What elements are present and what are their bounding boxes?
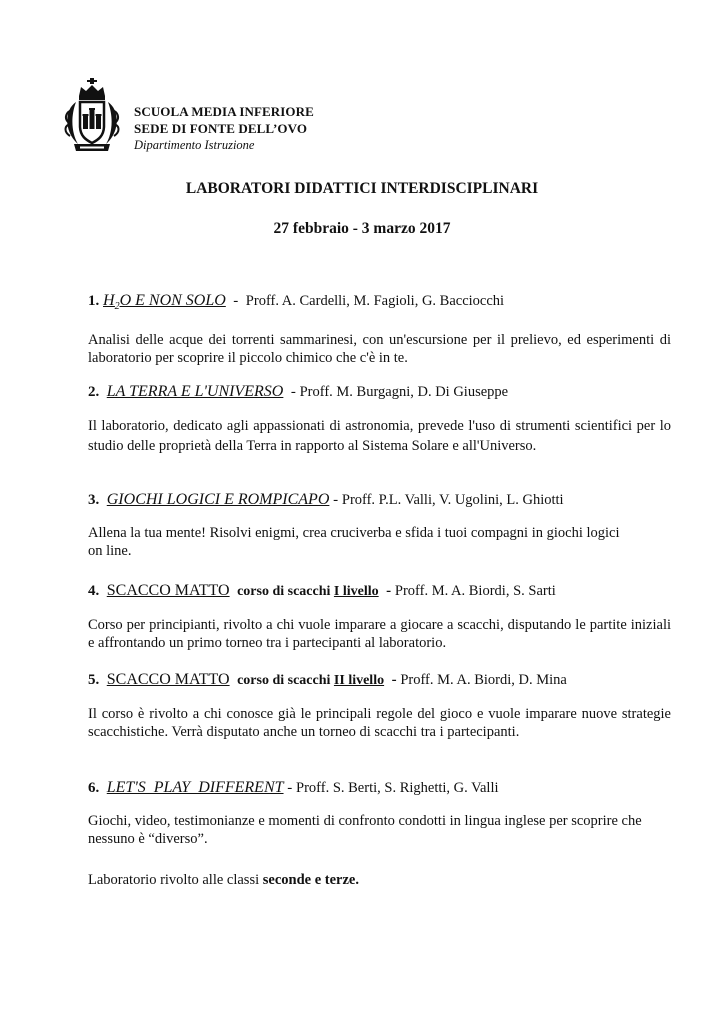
document-title: LABORATORI DIDATTICI INTERDISCIPLINARI xyxy=(185,180,539,197)
lab-item-3 xyxy=(88,490,671,560)
lab-separator: - xyxy=(233,293,239,309)
document-dates: 27 febbraio - 3 marzo 2017 xyxy=(273,220,451,237)
lab-heading xyxy=(88,670,671,691)
lab-number: 2. xyxy=(88,384,100,400)
lab-teachers: Proff. S. Berti, S. Righetti, G. Valli xyxy=(296,780,499,796)
lab-description: Il corso è rivolto a chi conosce già le principali regole del gioco e vuole imparare nuove strategie scacchistiche. Verrà disputato anche un torneo di scacchi tra i partecipanti. xyxy=(88,706,671,740)
lab-number: 5. xyxy=(88,672,100,688)
lab-number: 6. xyxy=(88,780,100,796)
lab-teachers: Proff. P.L. Valli, V. Ugolini, L. Ghiotti xyxy=(341,492,564,508)
lab-description: Analisi delle acque dei torrenti sammarinesi, con un'escursione per il prelievo, ed esperimenti di laboratorio per scoprire il piccolo chimico che c'è in te. xyxy=(88,332,671,367)
letterhead xyxy=(62,76,314,156)
lab-item-1 xyxy=(88,291,671,367)
lab-heading xyxy=(88,291,671,317)
lab-teachers: Proff. M. A. Biordi, S. Sarti xyxy=(394,583,556,599)
lab-name: SCACCO MATTO xyxy=(106,582,230,599)
lab-number: 1. xyxy=(88,293,100,309)
lab-number: 4. xyxy=(88,583,100,599)
lab-name: LET'S PLAY DIFFERENT xyxy=(106,779,284,796)
target-classes-bold: seconde e terze. xyxy=(262,872,359,888)
lab-description: Giochi, video, testimonianze e momenti di confronto condotti in lingua inglese per scoprire che nessuno è “diverso”. xyxy=(88,813,642,847)
lab-description: Allena la tua mente! Risolvi enigmi, crea cruciverba e sfida i tuoi compagni in giochi logici on line. xyxy=(88,525,620,559)
lab-heading xyxy=(88,382,671,402)
lab-separator: - xyxy=(333,492,339,508)
lab-number: 3. xyxy=(88,492,100,508)
lab-name: SCACCO MATTO xyxy=(106,671,230,688)
school-name-line-1: SCUOLA MEDIA INFERIORE xyxy=(134,104,314,119)
school-name-block xyxy=(134,76,314,154)
lab-course-level: corso di scacchi II livello xyxy=(237,673,385,688)
coat-of-arms-logo xyxy=(62,76,122,156)
lab-description: Corso per principianti, rivolto a chi vuole imparare a giocare a scacchi, disputando le partite iniziali e affrontando un primo torneo tra i partecipanti al laboratorio. xyxy=(88,617,671,651)
lab-name: LA TERRA E L'UNIVERSO xyxy=(106,383,284,400)
lab-heading xyxy=(88,778,671,798)
lab-heading xyxy=(88,581,671,602)
target-classes-text: Laboratorio rivolto alle classi xyxy=(88,872,260,888)
lab-teachers: Proff. A. Cardelli, M. Fagioli, G. Bacciocchi xyxy=(245,293,505,309)
lab-name: GIOCHI LOGICI E ROMPICAPO xyxy=(106,491,330,508)
lab-item-2 xyxy=(88,382,671,456)
lab-teachers: Proff. M. A. Biordi, D. Mina xyxy=(400,672,567,688)
school-name-line-2: SEDE DI FONTE DELL’OVO xyxy=(134,121,308,136)
lab-separator: - xyxy=(386,583,392,599)
lab-teachers: Proff. M. Burgagni, D. Di Giuseppe xyxy=(299,384,509,400)
lab-description: Il laboratorio, dedicato agli appassionati di astronomia, prevede l'uso di strumenti scientifici per lo studio delle proprietà della Terra in rapporto al Sistema Solare e all'Universo. xyxy=(88,418,671,454)
lab-separator: - xyxy=(287,780,293,796)
lab-heading xyxy=(88,490,671,510)
lab-name: $H_2O$ E NON SOLO xyxy=(103,292,226,313)
lab-course-level: corso di scacchi I livello xyxy=(237,584,379,599)
lab-item-5 xyxy=(88,670,671,741)
lab-item-6 xyxy=(88,778,671,848)
lab-separator: - xyxy=(391,672,397,688)
lab-separator: - xyxy=(290,384,296,400)
department-name: Dipartimento Istruzione xyxy=(134,138,255,152)
lab-item-4 xyxy=(88,581,671,652)
target-classes-note xyxy=(88,872,359,889)
